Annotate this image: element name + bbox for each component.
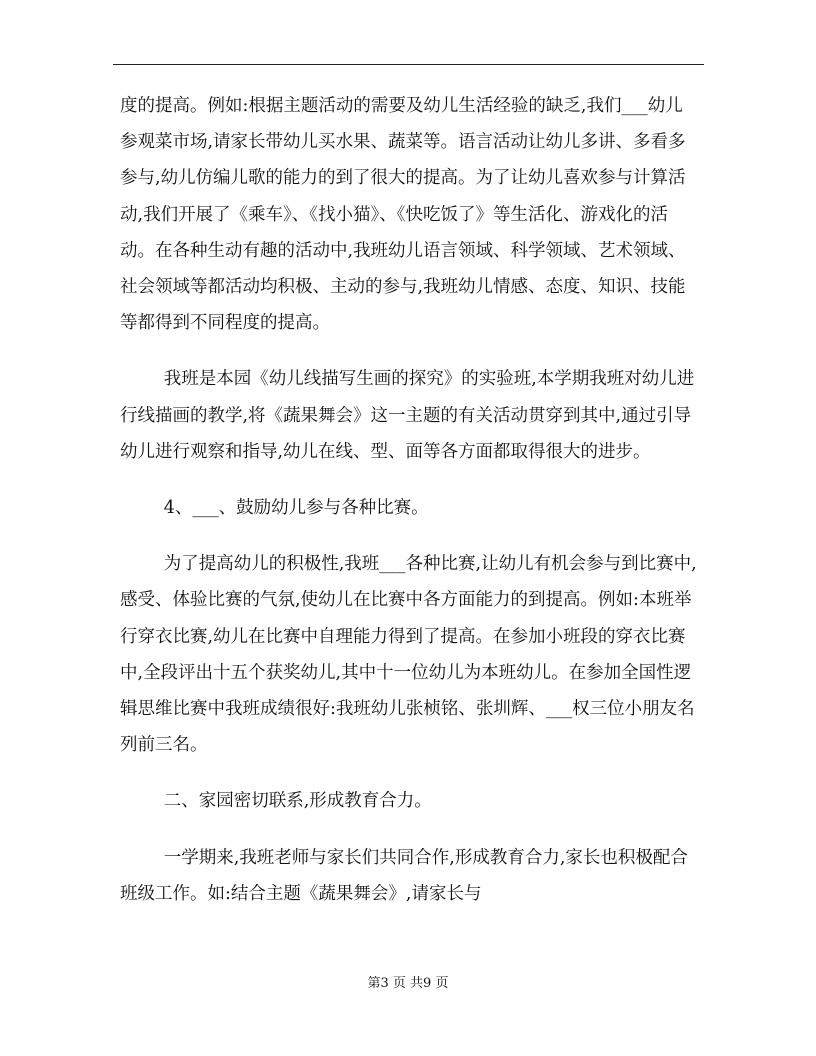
document-body bbox=[120, 88, 700, 932]
paragraph-home-school: 一学期来,我班老师与家长们共同合作,形成教育合力,家长也积极配合班级工作。如:结合主题《蔬果舞会》,请家长与 bbox=[120, 847, 688, 904]
header-rule bbox=[113, 64, 704, 65]
section-heading-home-school: 二、家园密切联系,形成教育合力。 bbox=[163, 791, 432, 812]
section-heading-competitions: 4、___、鼓励幼儿参与各种比赛。 bbox=[163, 498, 429, 519]
page-number: 第3 页 共9 页 bbox=[367, 976, 449, 991]
paragraph-competitions: 为了提高幼儿的积极性,我班___各种比赛,让幼儿有机会参与到比赛中,感受、体验比赛的气氛,使幼儿在比赛中各方面能力的到提高。例如:本班举行穿衣比赛,幼儿在比赛中自理能力得到了提高。在参加小班段的穿衣比赛中,全段评出十五个获奖幼儿,其中十一位幼儿为本班幼儿。在参加全国性逻辑思维比赛中我班成绩很好:我班幼儿张桢铭、张圳辉、___权三位小朋友名列前三名。 bbox=[120, 554, 697, 756]
paragraph-line-drawing: 我班是本园《幼儿线描写生画的探究》的实验班,本学期我班对幼儿进行线描画的教学,将《蔬果舞会》这一主题的有关活动贯穿到其中,通过引导幼儿进行观察和指导,幼儿在线、型、面等各方面都取得很大的进步。 bbox=[120, 369, 695, 462]
paragraph-continued: 度的提高。例如:根据主题活动的需要及幼儿生活经验的缺乏,我们___幼儿参观菜市场,请家长带幼儿买水果、蔬菜等。语言活动让幼儿多讲、多看多参与,幼儿仿编儿歌的能力的到了很大的提高。为了让幼儿喜欢参与计算活动,我们开展了《乘车》、《找小猫》、《快吃饭了》等生活化、游戏化的活动。在各种生动有趣的活动中,我班幼儿语言领域、科学领域、艺术领域、社会领域等都活动均积极、主动的参与,我班幼儿情感、态度、知识、技能等都得到不同程度的提高。 bbox=[120, 96, 686, 334]
